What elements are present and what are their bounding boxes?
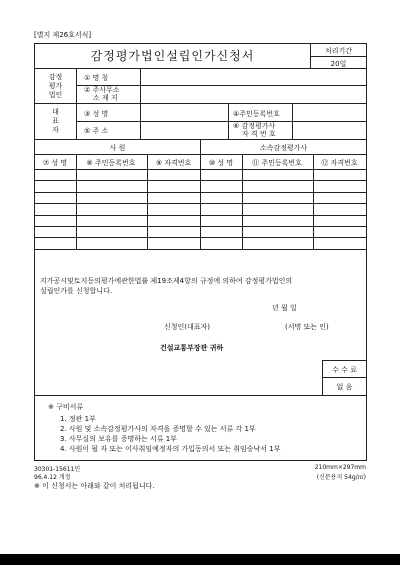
rep-group-label: 대 표 자 bbox=[52, 108, 59, 134]
footer-revision: 96.4.12 개정 bbox=[34, 474, 71, 481]
fee-top-border bbox=[322, 360, 367, 361]
document-item: 3. 사무실의 보유를 증명하는 서류 1부 bbox=[60, 435, 177, 443]
table-right-border bbox=[366, 68, 367, 460]
staff-header-id-1: ⑧ 주민등록번호 bbox=[86, 159, 136, 167]
fee-label: 수 수 료 bbox=[332, 366, 357, 374]
staff-column-divider bbox=[76, 154, 77, 249]
rep-name-label: ③ 성 명 bbox=[84, 110, 109, 118]
recipient-label: 건설교통부장관 귀하 bbox=[160, 344, 224, 352]
fee-value: 없 음 bbox=[336, 383, 353, 391]
corp-group-label: 감정 평가 법인 bbox=[48, 73, 63, 99]
staff-column-divider bbox=[242, 154, 243, 249]
staff-header-divider bbox=[34, 169, 366, 170]
fee-bottom-border bbox=[34, 395, 367, 396]
staff-header-name-2: ⑩ 성 명 bbox=[208, 159, 234, 167]
staff-header-cert-1: ⑨ 자격번호 bbox=[155, 159, 192, 167]
statement-date: 년 월 일 bbox=[272, 304, 297, 312]
footer-paper-size: 210mm×297mm bbox=[314, 464, 366, 471]
table-top-border bbox=[34, 68, 366, 69]
staff-header-cert-2: ⑫ 자격번호 bbox=[321, 159, 358, 167]
fee-divider bbox=[322, 377, 367, 378]
staff-row-divider bbox=[34, 215, 366, 216]
staff-row-divider bbox=[34, 203, 366, 204]
staff-row-divider bbox=[34, 180, 366, 181]
staff-row-divider bbox=[34, 192, 366, 193]
bottom-edge-bar bbox=[0, 554, 400, 565]
corp-name-label: ① 명 칭 bbox=[84, 74, 109, 82]
applicant-label: 신청인(대표자) bbox=[164, 323, 211, 331]
staff-title-divider bbox=[34, 154, 366, 155]
corp-bottom-border bbox=[34, 103, 366, 104]
processing-period-value: 20일 bbox=[330, 60, 347, 68]
document-item: 2. 사원 및 소속감정평가사의 자격을 증명할 수 있는 서류 각 1부 bbox=[60, 425, 256, 433]
rep-address-label: ⑤ 주 소 bbox=[84, 127, 109, 135]
staff-left-title: 사 원 bbox=[109, 144, 126, 152]
staff-column-divider bbox=[147, 154, 148, 249]
statement-body: 지가공시및토지등의평가에관한법률 제19조제4항의 규정에 의하여 감정평가법인의 설립인가를 신청합니다. bbox=[40, 277, 293, 295]
staff-bottom-border bbox=[34, 249, 366, 250]
rep-id-label: ④주민등록번호 bbox=[233, 110, 280, 118]
footer-note: ※ 이 신청서는 아래와 같이 처리됩니다. bbox=[34, 482, 155, 490]
form-number: [별지 제26호서식] bbox=[34, 31, 92, 39]
document-item: 1. 정관 1부 bbox=[60, 415, 96, 423]
corp-address-label: ② 주사무소 소 재 지 bbox=[84, 86, 120, 102]
footer-paper-spec: (신문용지 54g/㎡) bbox=[316, 474, 366, 481]
staff-right-title: 소속감정평가사 bbox=[259, 144, 308, 152]
staff-header-id-2: ⑪ 주민등록번호 bbox=[252, 159, 302, 167]
footer-code: 30301-15611민 bbox=[34, 466, 81, 473]
staff-row-divider bbox=[34, 226, 366, 227]
table-bottom-border bbox=[34, 460, 367, 461]
staff-center-divider bbox=[200, 139, 201, 249]
staff-column-divider bbox=[313, 154, 314, 249]
title-top-border bbox=[34, 43, 366, 44]
documents-title: ※ 구비서류 bbox=[48, 403, 84, 411]
processing-period-label: 처리기간 bbox=[324, 47, 353, 55]
staff-row-divider bbox=[34, 237, 366, 238]
rep-row-divider bbox=[76, 121, 366, 122]
form-title: 감정평가법인설립인가신청서 bbox=[90, 49, 255, 63]
document-item: 4. 사원이 될 자 또는 이사취임예정자의 가입동의서 또는 취임승낙서 1부 bbox=[60, 445, 281, 453]
staff-header-name-1: ⑦ 성 명 bbox=[42, 159, 68, 167]
processing-split bbox=[310, 56, 366, 57]
rep-cert-label: ⑥ 감정평가사 자 격 번 호 bbox=[233, 122, 276, 138]
signature-label: (서명 또는 인) bbox=[285, 323, 329, 331]
title-right-border bbox=[366, 43, 367, 68]
